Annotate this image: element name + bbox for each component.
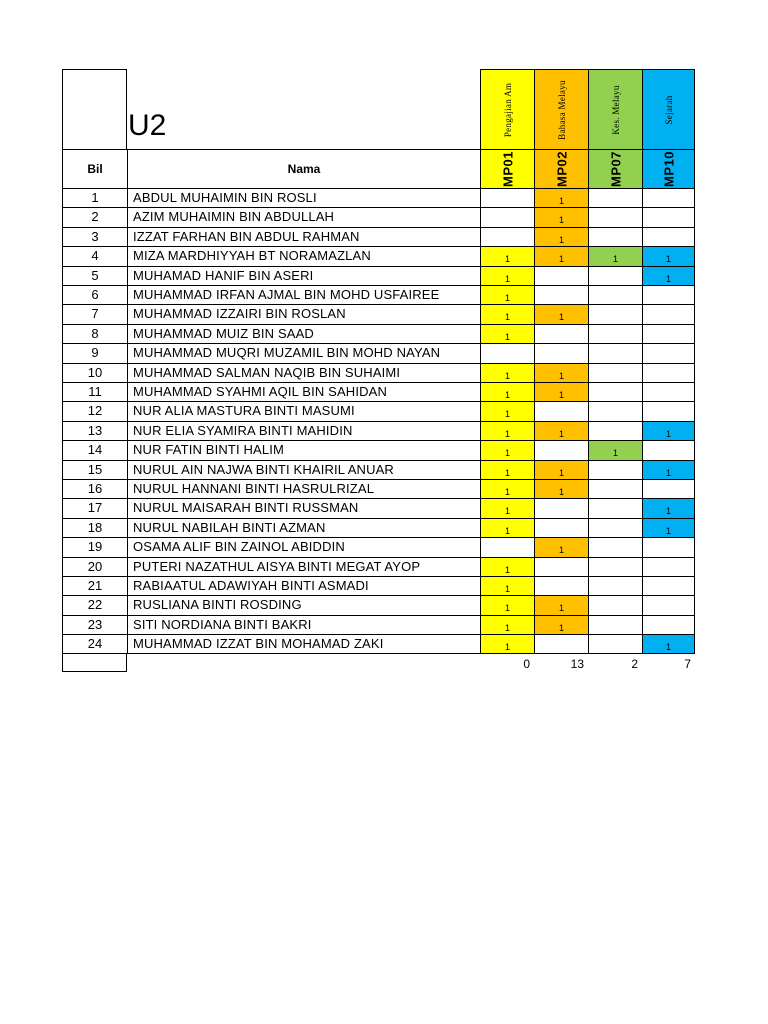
- subject-mark-cell: [642, 595, 695, 614]
- subject-name-header: [588, 69, 642, 149]
- subject-mark-cell: [588, 498, 642, 517]
- subject-mark-cell: 1: [480, 266, 534, 285]
- subject-mark-cell: 1: [480, 304, 534, 323]
- row-number: 17: [62, 498, 127, 517]
- row-number: 22: [62, 595, 127, 614]
- subject-mark-cell: [588, 557, 642, 576]
- subject-mark-cell: 1: [534, 246, 588, 265]
- subject-total: 0: [523, 656, 530, 671]
- subject-name: Bahasa Melayu: [556, 79, 567, 140]
- subject-mark-cell: 1: [534, 227, 588, 246]
- subject-mark-cell: [642, 343, 695, 362]
- subject-mark-cell: 1: [534, 615, 588, 634]
- subject-code: MP10: [661, 151, 676, 187]
- subject-code-header: [534, 149, 588, 188]
- subject-mark-cell: [588, 537, 642, 556]
- subject-code: MP07: [608, 151, 623, 187]
- subject-mark-cell: [588, 401, 642, 420]
- subject-mark-cell: [588, 343, 642, 362]
- subject-mark-cell: [588, 266, 642, 285]
- subject-code-header: [642, 149, 695, 188]
- row-number: 8: [62, 324, 127, 343]
- subject-mark-cell: [642, 479, 695, 498]
- subject-mark-cell: [588, 615, 642, 634]
- subject-mark-cell: [480, 227, 534, 246]
- subject-mark-cell: 1: [642, 246, 695, 265]
- subject-code: MP01: [500, 151, 515, 187]
- subject-mark-cell: 1: [534, 460, 588, 479]
- subject-mark-cell: [534, 343, 588, 362]
- student-name: NUR ALIA MASTURA BINTI MASUMI: [127, 401, 480, 420]
- subject-mark-cell: 1: [480, 440, 534, 459]
- subject-mark-cell: 1: [534, 363, 588, 382]
- subject-code-header: [480, 149, 534, 188]
- student-name: NURUL HANNANI BINTI HASRULRIZAL: [127, 479, 480, 498]
- row-number: 24: [62, 634, 127, 653]
- subject-mark-cell: [480, 537, 534, 556]
- student-name: MUHAMMAD MUQRI MUZAMIL BIN MOHD NAYAN: [127, 343, 480, 362]
- student-name: AZIM MUHAIMIN BIN ABDULLAH: [127, 207, 480, 226]
- subject-mark-cell: [642, 440, 695, 459]
- subject-name: Sejarah: [663, 94, 674, 125]
- subject-mark-cell: 1: [480, 382, 534, 401]
- student-name: NURUL MAISARAH BINTI RUSSMAN: [127, 498, 480, 517]
- subject-mark-cell: [534, 401, 588, 420]
- subject-total: 2: [631, 656, 638, 671]
- subject-mark-cell: [534, 266, 588, 285]
- subject-mark-cell: 1: [588, 246, 642, 265]
- column-header-nama: Nama: [127, 149, 480, 188]
- subject-mark-cell: [480, 188, 534, 207]
- student-name: SITI NORDIANA BINTI BAKRI: [127, 615, 480, 634]
- subject-mark-cell: [480, 343, 534, 362]
- subject-mark-cell: 1: [480, 576, 534, 595]
- subject-mark-cell: [642, 207, 695, 226]
- subject-mark-cell: 1: [480, 285, 534, 304]
- subject-mark-cell: 1: [480, 498, 534, 517]
- row-number: 13: [62, 421, 127, 440]
- subject-mark-cell: 1: [642, 266, 695, 285]
- column-header-bil: Bil: [62, 149, 127, 188]
- row-number: 20: [62, 557, 127, 576]
- row-number: 9: [62, 343, 127, 362]
- row-number: 18: [62, 518, 127, 537]
- subject-mark-cell: 1: [534, 537, 588, 556]
- subject-mark-cell: [588, 188, 642, 207]
- subject-mark-cell: [534, 285, 588, 304]
- subject-mark-cell: [588, 421, 642, 440]
- row-number: 2: [62, 207, 127, 226]
- title-blank-cell: [62, 69, 127, 149]
- student-name: MUHAMMAD IRFAN AJMAL BIN MOHD USFAIREE: [127, 285, 480, 304]
- row-number: 15: [62, 460, 127, 479]
- student-name: NURUL NABILAH BINTI AZMAN: [127, 518, 480, 537]
- student-name: MUHAMMAD IZZAIRI BIN ROSLAN: [127, 304, 480, 323]
- subject-mark-cell: [588, 460, 642, 479]
- student-name: NUR FATIN BINTI HALIM: [127, 440, 480, 459]
- subject-mark-cell: [534, 518, 588, 537]
- subject-mark-cell: [534, 576, 588, 595]
- subject-mark-cell: [588, 207, 642, 226]
- subject-mark-cell: [588, 479, 642, 498]
- subject-mark-cell: [588, 227, 642, 246]
- subject-mark-cell: [588, 518, 642, 537]
- subject-mark-cell: [642, 557, 695, 576]
- subject-code: MP02: [554, 151, 569, 187]
- subject-mark-cell: 1: [480, 460, 534, 479]
- row-number: 10: [62, 363, 127, 382]
- subject-mark-cell: [534, 440, 588, 459]
- subject-mark-cell: [588, 382, 642, 401]
- student-name: NUR ELIA SYAMIRA BINTI MAHIDIN: [127, 421, 480, 440]
- subject-name: Pengajian Am: [502, 82, 513, 137]
- student-name: PUTERI NAZATHUL AISYA BINTI MEGAT AYOP: [127, 557, 480, 576]
- row-number: 23: [62, 615, 127, 634]
- subject-mark-cell: [642, 304, 695, 323]
- subject-mark-cell: [534, 324, 588, 343]
- subject-mark-cell: 1: [534, 421, 588, 440]
- subject-total: 7: [684, 656, 691, 671]
- subject-mark-cell: [642, 324, 695, 343]
- subject-mark-cell: 1: [534, 595, 588, 614]
- student-name: NURUL AIN NAJWA BINTI KHAIRIL ANUAR: [127, 460, 480, 479]
- subject-mark-cell: 1: [534, 207, 588, 226]
- subject-mark-cell: 1: [480, 518, 534, 537]
- subject-mark-cell: [642, 227, 695, 246]
- row-number: 12: [62, 401, 127, 420]
- subject-mark-cell: 1: [642, 460, 695, 479]
- row-number: 19: [62, 537, 127, 556]
- subject-mark-cell: 1: [480, 634, 534, 653]
- student-name: OSAMA ALIF BIN ZAINOL ABIDDIN: [127, 537, 480, 556]
- row-number: 5: [62, 266, 127, 285]
- student-name: ABDUL MUHAIMIN BIN ROSLI: [127, 188, 480, 207]
- subject-mark-cell: [588, 634, 642, 653]
- row-number: 16: [62, 479, 127, 498]
- subject-total: 13: [570, 656, 584, 671]
- row-number: 11: [62, 382, 127, 401]
- subject-mark-cell: [588, 304, 642, 323]
- subject-mark-cell: [642, 576, 695, 595]
- subject-mark-cell: [534, 634, 588, 653]
- subject-mark-cell: [534, 557, 588, 576]
- student-name: RUSLIANA BINTI ROSDING: [127, 595, 480, 614]
- student-name: MUHAMMAD SYAHMI AQIL BIN SAHIDAN: [127, 382, 480, 401]
- subject-mark-cell: 1: [480, 421, 534, 440]
- student-name: IZZAT FARHAN BIN ABDUL RAHMAN: [127, 227, 480, 246]
- subject-mark-cell: 1: [480, 363, 534, 382]
- subject-mark-cell: 1: [534, 304, 588, 323]
- subject-mark-cell: [588, 576, 642, 595]
- subject-mark-cell: 1: [642, 421, 695, 440]
- subject-mark-cell: 1: [642, 498, 695, 517]
- subject-mark-cell: [642, 615, 695, 634]
- subject-mark-cell: [642, 537, 695, 556]
- subject-mark-cell: 1: [642, 518, 695, 537]
- subject-mark-cell: [588, 285, 642, 304]
- subject-mark-cell: [588, 324, 642, 343]
- subject-mark-cell: [480, 207, 534, 226]
- subject-mark-cell: 1: [588, 440, 642, 459]
- subject-mark-cell: 1: [534, 479, 588, 498]
- subject-mark-cell: [642, 382, 695, 401]
- subject-name-header: [534, 69, 588, 149]
- totals-blank-cell: [62, 654, 127, 673]
- student-name: MUHAMMAD SALMAN NAQIB BIN SUHAIMI: [127, 363, 480, 382]
- subject-mark-cell: 1: [480, 479, 534, 498]
- student-name: MUHAMAD HANIF BIN ASERI: [127, 266, 480, 285]
- subject-mark-cell: 1: [642, 634, 695, 653]
- row-number: 21: [62, 576, 127, 595]
- student-name: RABIAATUL ADAWIYAH BINTI ASMADI: [127, 576, 480, 595]
- row-number: 4: [62, 246, 127, 265]
- subject-mark-cell: [642, 188, 695, 207]
- student-name: MUHAMMAD MUIZ BIN SAAD: [127, 324, 480, 343]
- row-number: 14: [62, 440, 127, 459]
- subject-name-header: [642, 69, 695, 149]
- subject-mark-cell: [642, 401, 695, 420]
- row-number: 3: [62, 227, 127, 246]
- subject-mark-cell: 1: [480, 557, 534, 576]
- row-number: 7: [62, 304, 127, 323]
- subject-mark-cell: 1: [480, 246, 534, 265]
- subject-code-header: [588, 149, 642, 188]
- student-name: MUHAMMAD IZZAT BIN MOHAMAD ZAKI: [127, 634, 480, 653]
- subject-mark-cell: 1: [480, 615, 534, 634]
- subject-mark-cell: 1: [480, 595, 534, 614]
- subject-mark-cell: 1: [534, 382, 588, 401]
- row-number: 1: [62, 188, 127, 207]
- subject-mark-cell: 1: [480, 401, 534, 420]
- subject-mark-cell: [642, 285, 695, 304]
- student-name: MIZA MARDHIYYAH BT NORAMAZLAN: [127, 246, 480, 265]
- subject-mark-cell: [588, 595, 642, 614]
- subject-name-header: [480, 69, 534, 149]
- subject-mark-cell: [534, 498, 588, 517]
- subject-name: Kes. Melayu: [610, 84, 621, 135]
- row-number: 6: [62, 285, 127, 304]
- subject-mark-cell: 1: [480, 324, 534, 343]
- subject-mark-cell: [588, 363, 642, 382]
- subject-mark-cell: [642, 363, 695, 382]
- sheet-title: U2: [128, 109, 167, 142]
- subject-mark-cell: 1: [534, 188, 588, 207]
